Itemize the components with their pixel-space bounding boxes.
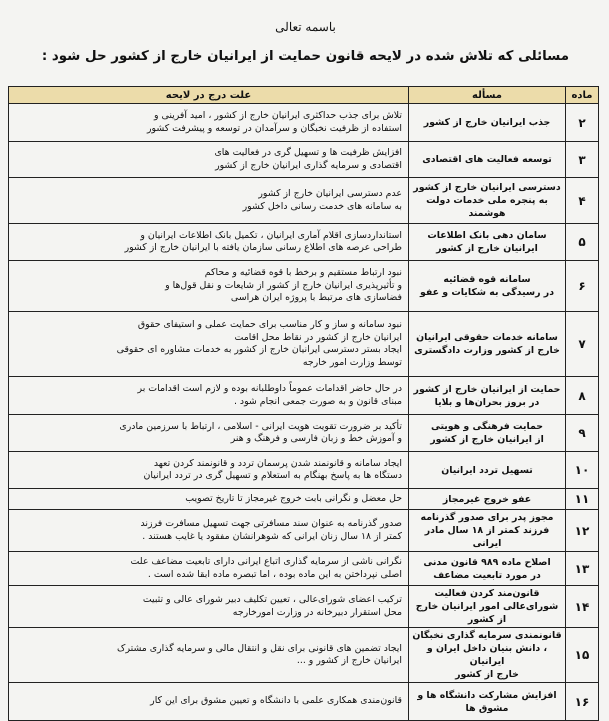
reason-cell: قانون‌مندی همکاری علمی با دانشگاه و تعیین مشوق برای این کار: [9, 683, 409, 721]
article-number: ۴: [566, 178, 599, 224]
reason-cell: نگرانی ناشی از سرمایه گذاری اتباع ایرانی دارای تابعیت مضاعف علت اصلی نپرداختن به این ماده بوده ، اما تبصره ماده ابقا شده است .: [9, 552, 409, 586]
article-number: ۱۴: [566, 586, 599, 628]
issue-cell: عفو خروج غیرمجاز: [409, 489, 566, 510]
header-issue: مسأله: [409, 87, 566, 104]
table-row: [9, 261, 599, 312]
issue-cell: توسعه فعالیت های اقتصادی: [409, 142, 566, 178]
header-reason: علت درج در لایحه: [9, 87, 409, 104]
table-row: [9, 586, 599, 628]
table-row: [9, 178, 599, 224]
table-row: [9, 683, 599, 721]
article-number: ۲: [566, 104, 599, 142]
article-number: ۱۱: [566, 489, 599, 510]
table-row: [9, 224, 599, 261]
article-number: ۳: [566, 142, 599, 178]
article-number: ۱۰: [566, 452, 599, 489]
table-row: [9, 142, 599, 178]
reason-cell: استانداردسازی اقلام آماری ایرانیان ، تکمیل بانک اطلاعات ایرانیان و طراحی عرصه های اطلاع رسانی سازمان یافته با ایرانیان خارج از کشور: [9, 224, 409, 261]
article-number: ۵: [566, 224, 599, 261]
issues-table: [8, 86, 599, 721]
issue-cell: قانونمندی سرمایه گذاری نخبگان ، دانش بنیان داخل ایران و ایرانیان خارج از کشور: [409, 628, 566, 683]
table-row: [9, 552, 599, 586]
reason-cell: نبود سامانه و ساز و کار مناسب برای حمایت عملی و استیفای حقوق ایرانیان خارج از کشور در نقاط محل اقامت ایجاد بستر دسترسی ایرانیان خارج از کشور به خدمات مشاوره ای حقوقی توسط وزارت امور خارجه: [9, 312, 409, 377]
reason-cell: تلاش برای جذب حداکثری ایرانیان خارج از کشور ، امید آفرینی و استفاده از ظرفیت نخبگان و سرآمدان در توسعه و پیشرفت کشور: [9, 104, 409, 142]
article-number: ۶: [566, 261, 599, 312]
issue-cell: سامانه قوه قضائیه در رسیدگی به شکایات و عفو: [409, 261, 566, 312]
table-row: [9, 489, 599, 510]
page-title: مسائلی که تلاش شده در لایحه قانون حمایت از ایرانیان خارج از کشور حل شود :: [41, 49, 570, 64]
reason-cell: صدور گذرنامه به عنوان سند مسافرتی جهت تسهیل مسافرت فرزند کمتر از ۱۸ سال زنان ایرانی که شوهرانشان مفقود یا غایب هستند .: [9, 510, 409, 552]
reason-cell: ایجاد تضمین های قانونی برای نقل و انتقال مالی و سرمایه گذاری مشترک ایرانیان خارج از کشور و ...: [9, 628, 409, 683]
table-row: [9, 377, 599, 415]
issue-cell: دسترسی ایرانیان خارج از کشور به پنجره ملی خدمات دولت هوشمند: [409, 178, 566, 224]
reason-cell: عدم دسترسی ایرانیان خارج از کشور به سامانه های خدمت رسانی داخل کشور: [9, 178, 409, 224]
table-row: [9, 104, 599, 142]
issue-cell: تسهیل تردد ایرانیان: [409, 452, 566, 489]
basmala-heading: باسمه تعالی: [275, 20, 336, 34]
article-number: ۱۲: [566, 510, 599, 552]
article-number: ۱۵: [566, 628, 599, 683]
issue-cell: جذب ایرانیان خارج از کشور: [409, 104, 566, 142]
reason-cell: در حال حاضر اقدامات عموماً داوطلبانه بوده و لازم است اقدامات بر مبنای قانون و به صورت جمعی انجام شود .: [9, 377, 409, 415]
reason-cell: حل معضل و نگرانی بابت خروج غیرمجاز تا تاریخ تصویب: [9, 489, 409, 510]
table-row: [9, 628, 599, 683]
issue-cell: حمایت فرهنگی و هویتی از ایرانیان خارج از کشور: [409, 415, 566, 452]
issue-cell: اصلاح ماده ۹۸۹ قانون مدنی در مورد تابعیت مضاعف: [409, 552, 566, 586]
issue-cell: مجوز پدر برای صدور گذرنامه فرزند کمتر از ۱۸ سال مادر ایرانی: [409, 510, 566, 552]
article-number: ۸: [566, 377, 599, 415]
issue-cell: حمایت از ایرانیان خارج از کشور در بروز بحران‌ها و بلایا: [409, 377, 566, 415]
article-number: ۹: [566, 415, 599, 452]
table-row: [9, 415, 599, 452]
issue-cell: قانون‌مند کردن فعالیت شورای‌عالی امور ایرانیان خارج از کشور: [409, 586, 566, 628]
reason-cell: افزایش ظرفیت ها و تسهیل گری در فعالیت های اقتصادی و سرمایه گذاری ایرانیان خارج از کشور: [9, 142, 409, 178]
table-row: [9, 312, 599, 377]
table-row: [9, 452, 599, 489]
table-header-row: [9, 87, 599, 104]
article-number: ۱۳: [566, 552, 599, 586]
reason-cell: ترکیب اعضای شورای‌عالی ، تعیین تکلیف دبیر شورای عالی و تثبیت محل استقرار دبیرخانه در وزارت امورخارجه: [9, 586, 409, 628]
header-article: ماده: [566, 87, 599, 104]
issue-cell: افزایش مشارکت دانشگاه ها و مشوق ها: [409, 683, 566, 721]
table-row: [9, 510, 599, 552]
issue-cell: سامان دهی بانک اطلاعات ایرانیان خارج از کشور: [409, 224, 566, 261]
article-number: ۱۶: [566, 683, 599, 721]
reason-cell: تأکید بر ضرورت تقویت هویت ایرانی - اسلامی ، ارتباط با سرزمین مادری و آموزش خط و زبان فارسی و فرهنگ و هنر: [9, 415, 409, 452]
issue-cell: سامانه خدمات حقوقی ایرانیان خارج از کشور وزارت دادگستری: [409, 312, 566, 377]
reason-cell: ایجاد سامانه و قانونمند شدن پرسمان تردد و قانونمند کردن تعهد دستگاه ها به پاسخ بهنگام به استعلام و تسهیل گری در تردد ایرانیان: [9, 452, 409, 489]
reason-cell: نبود ارتباط مستقیم و برخط با قوه قضائیه و محاکم و تأثیرپذیری ایرانیان خارج از کشور از شایعات و نقل قول‌ها و فضاسازی های مرتبط با پروژه ایران هراسی: [9, 261, 409, 312]
article-number: ۷: [566, 312, 599, 377]
